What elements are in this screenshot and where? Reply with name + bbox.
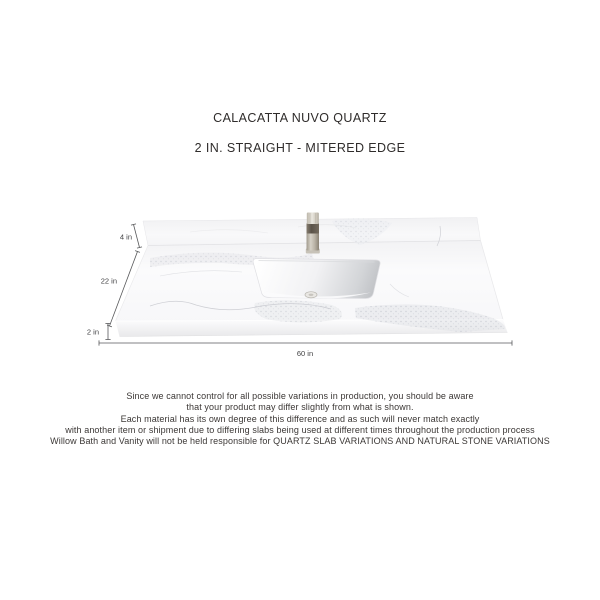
sink-basin	[253, 258, 380, 298]
faucet-graphic	[306, 213, 320, 254]
disclaimer-line: Each material has its own degree of this difference and as such will never match exactly	[120, 413, 480, 424]
disclaimer-line: that your product may differ slightly from what is shown.	[186, 402, 414, 413]
dimension-label-width: 60 in	[296, 349, 314, 358]
disclaimer-line: Willow Bath and Vanity will not be held responsible for QUARTZ SLAB VARIATIONS AND NATURAL STONE VARIATIONS	[50, 436, 550, 447]
edge-subtitle: 2 IN. STRAIGHT - MITERED EDGE	[194, 141, 406, 155]
dimension-label-thickness: 2 in	[86, 327, 99, 337]
disclaimer-line: with another item or shipment due to differing slabs being used at different times throughout the production process	[65, 424, 535, 435]
dimension-label-depth: 22 in	[100, 276, 117, 286]
dimension-label-backsplash-height: 4 in	[119, 232, 132, 242]
dimension-line-width	[99, 340, 512, 345]
sink-graphic	[253, 258, 380, 298]
disclaimer-text	[0, 391, 600, 447]
page-title: CALACATTA NUVO QUARTZ	[213, 111, 387, 125]
dimension-line-backsplash-height	[131, 224, 142, 248]
disclaimer-line: Since we cannot control for all possible variations in production, you should be aware	[126, 391, 474, 401]
